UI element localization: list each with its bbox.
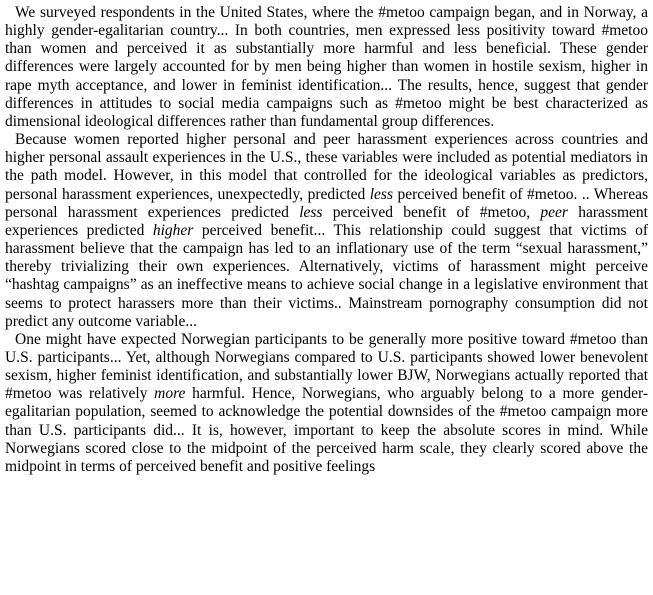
paragraph-2 <box>5 131 648 331</box>
document-body <box>5 4 648 476</box>
emphasis-text: more <box>154 385 186 403</box>
text-segment: harmful. Hence, Norwegians, who arguably belong to a more gender-egalitarian population, seemed to acknowledge the potential downsides of the #metoo campaign more than U.S. participants did... It is, however, important to keep the absolute scores in mind. While Norwegians scored close to the midpoint of the perceived harm scale, they clearly scored above the midpoint in terms of perceived benefit and positive feelings <box>5 385 648 475</box>
emphasis-text: higher <box>152 221 194 239</box>
text-segment: perceived benefit of #metoo. .. Whereas personal harassment experiences predicted <box>5 185 648 221</box>
text-segment: harassment experiences predicted <box>5 203 648 239</box>
emphasis-text: less <box>299 203 323 221</box>
text-segment: We surveyed respondents in the United States, where the #metoo campaign began, and in Norway, a highly gender-egalitarian country... In both countries, men expressed less positivity toward #metoo than women and perceived it as substantially more harmful and less beneficial. These gender differences were largely accounted for by men being higher than women in hostile sexism, higher in rape myth acceptance, and lower in feminist identification... The results, hence, suggest that gender differences in attitudes to social media campaigns such as #metoo might be best characterized as dimensional ideological differences rather than fundamental group differences. <box>5 4 648 130</box>
paragraph-3 <box>5 331 648 476</box>
emphasis-text: less <box>369 185 393 203</box>
text-segment: perceived benefit of #metoo, <box>322 203 541 221</box>
paragraph-1 <box>5 4 648 131</box>
emphasis-text: peer <box>540 203 568 221</box>
text-segment: Because women reported higher personal and peer harassment experiences across countries and higher personal assault experiences in the U.S., these variables were included as potential mediators in the path model. However, in this model that controlled for the ideological variables as predictors, personal harassment experiences, unexpectedly, predicted <box>5 131 648 203</box>
text-segment: perceived benefit... This relationship could suggest that victims of harassment believe that the campaign has led to an inflationary use of the term “sexual harassment,” thereby trivializing their own experiences. Alternatively, victims of harassment might perceive “hashtag campaigns” as an ineffective means to achieve social change in a legislative environment that seems to protect harassers more than their victims.. Mainstream pornography consumption did not predict any outcome variable... <box>5 221 649 330</box>
text-segment: One might have expected Norwegian participants to be generally more positive toward #metoo than U.S. participants... Yet, although Norwegians compared to U.S. participants showed lower benevolent sexism, higher feminist identification, and substantially lower BJW, Norwegians actually reported that #metoo was relatively <box>5 330 648 403</box>
